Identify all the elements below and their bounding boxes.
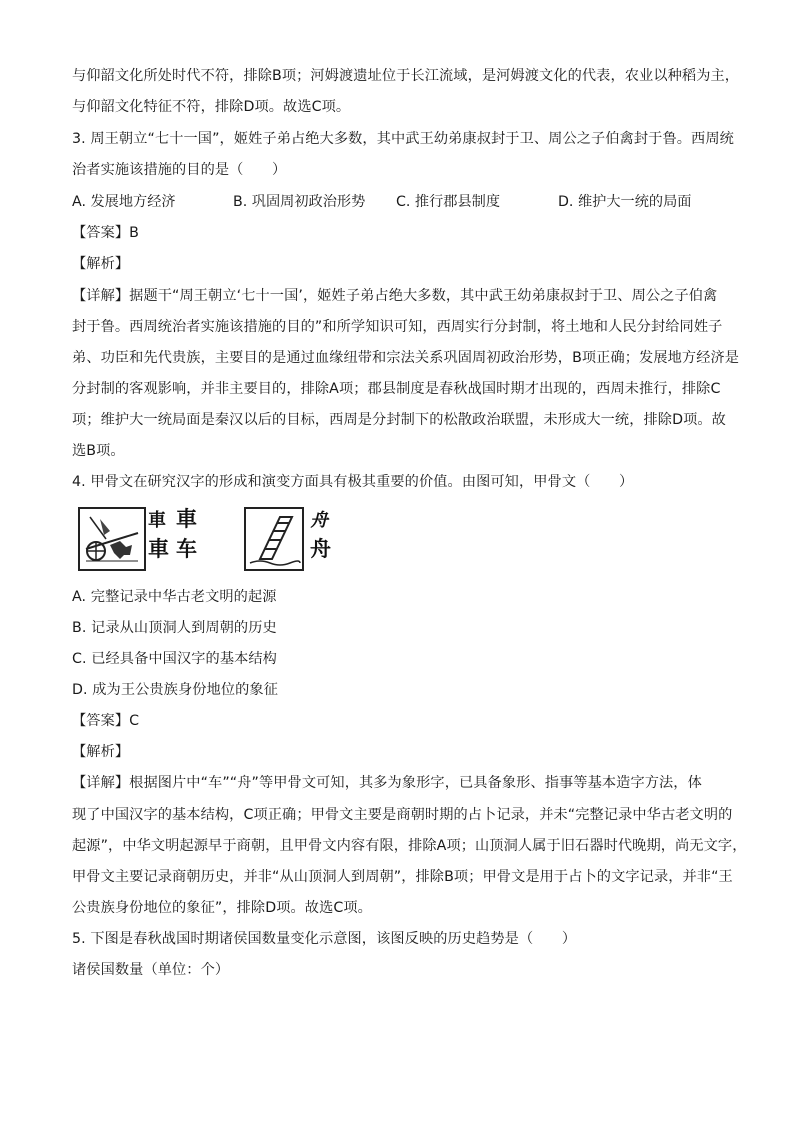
answer-label: 【答案】B [72,225,139,241]
explanation-line: 项；维护大一统局面是秦汉以后的目标，西周是分封制下的松散政治联盟，未形成大一统，排除D项。故 [72,412,726,428]
boat-oracle-image [244,507,304,571]
chariot-pictograph-icon [80,509,144,569]
explanation-line: 公贵族身份地位的象征”，排除D项。故选C项。 [72,900,372,916]
zhou-oracle-glyph: 舟 [310,510,328,531]
text-line: 与仰韶文化所处时代不符，排除B项；河姆渡遗址位于长江流域，是河姆渡文化的代表，农业以种稻为主， [72,68,740,84]
option-b: B. 巩固周初政治形势 [233,194,366,210]
option-d: D. 维护大一统的局面 [558,194,692,210]
explanation-line: 分封制的客观影响，并非主要目的，排除A项；郡县制度是春秋战国时期才出现的，西周未推行，排除C [72,381,721,397]
option-a: A. 发展地方经济 [72,194,176,210]
question-4-stem: 4. 甲骨文在研究汉字的形成和演变方面具有极其重要的价值。由图可知，甲骨文（ ） [72,474,634,490]
explanation-line: 现了中国汉字的基本结构，C项正确；甲骨文主要是商朝时期的占卜记录，并未“完整记录中华古老文明的 [72,807,733,823]
zhou-modern-glyph: 舟 [310,537,331,561]
explanation-line: 甲骨文主要记录商朝历史，并非“从山顶洞人到周朝”，排除B项；甲骨文是用于占卜的文字记录，并非“王 [72,869,733,885]
analysis-label: 【解析】 [72,744,130,760]
option-b: B. 记录从山顶洞人到周朝的历史 [72,620,277,636]
answer-label: 【答案】C [72,713,140,729]
option-c: C. 推行郡县制度 [396,194,501,210]
question-3-stem: 3. 周王朝立“七十一国”，姬姓子弟占绝大多数，其中武王幼弟康叔封于卫、周公之子伯禽封于鲁。西周统 [72,131,734,147]
che-simplified-glyph: 车 [176,537,197,561]
che-traditional-glyph: 車 [176,507,197,531]
analysis-label: 【解析】 [72,256,130,272]
option-a: A. 完整记录中华古老文明的起源 [72,589,277,605]
option-d: D. 成为王公贵族身份地位的象征 [72,682,278,698]
explanation-line: 封于鲁。西周统治者实施该措施的目的”和所学知识可知，西周实行分封制，将土地和人民分封给同姓子 [72,319,723,335]
question-3-stem: 治者实施该措施的目的是（ ） [72,162,287,178]
oracle-bone-figure [78,507,348,571]
explanation-line: 起源”，中华文明起源早于商朝，且甲骨文内容有限，排除A项；山顶洞人属于旧石器时代晚期，尚无文字， [72,838,747,854]
explanation-line: 【详解】据题干“周王朝立‘七十一国’，姬姓子弟占绝大多数，其中武王幼弟康叔封于卫、周公之子伯禽 [72,288,718,304]
question-3-options [72,192,732,212]
question-5-stem: 5. 下图是春秋战国时期诸侯国数量变化示意图，该图反映的历史趋势是（ ） [72,931,577,947]
che-oracle-glyph: 車 [148,510,166,531]
explanation-line: 【详解】根据图片中“车”“舟”等甲骨文可知，其多为象形字，已具备象形、指事等基本造字方法，体 [72,775,702,791]
chariot-oracle-image [78,507,146,571]
text-line: 与仰韶文化特征不符，排除D项。故选C项。 [72,99,351,115]
explanation-line: 选B项。 [72,443,125,459]
option-c: C. 已经具备中国汉字的基本结构 [72,651,277,667]
explanation-line: 弟、功臣和先代贵族，主要目的是通过血缘纽带和宗法关系巩固周初政治形势，B项正确；发展地方经济是 [72,350,740,366]
chart-unit-label: 诸侯国数量（单位：个） [72,962,230,978]
boat-pictograph-icon [246,509,302,569]
che-traditional-glyph-2: 車 [148,537,169,561]
